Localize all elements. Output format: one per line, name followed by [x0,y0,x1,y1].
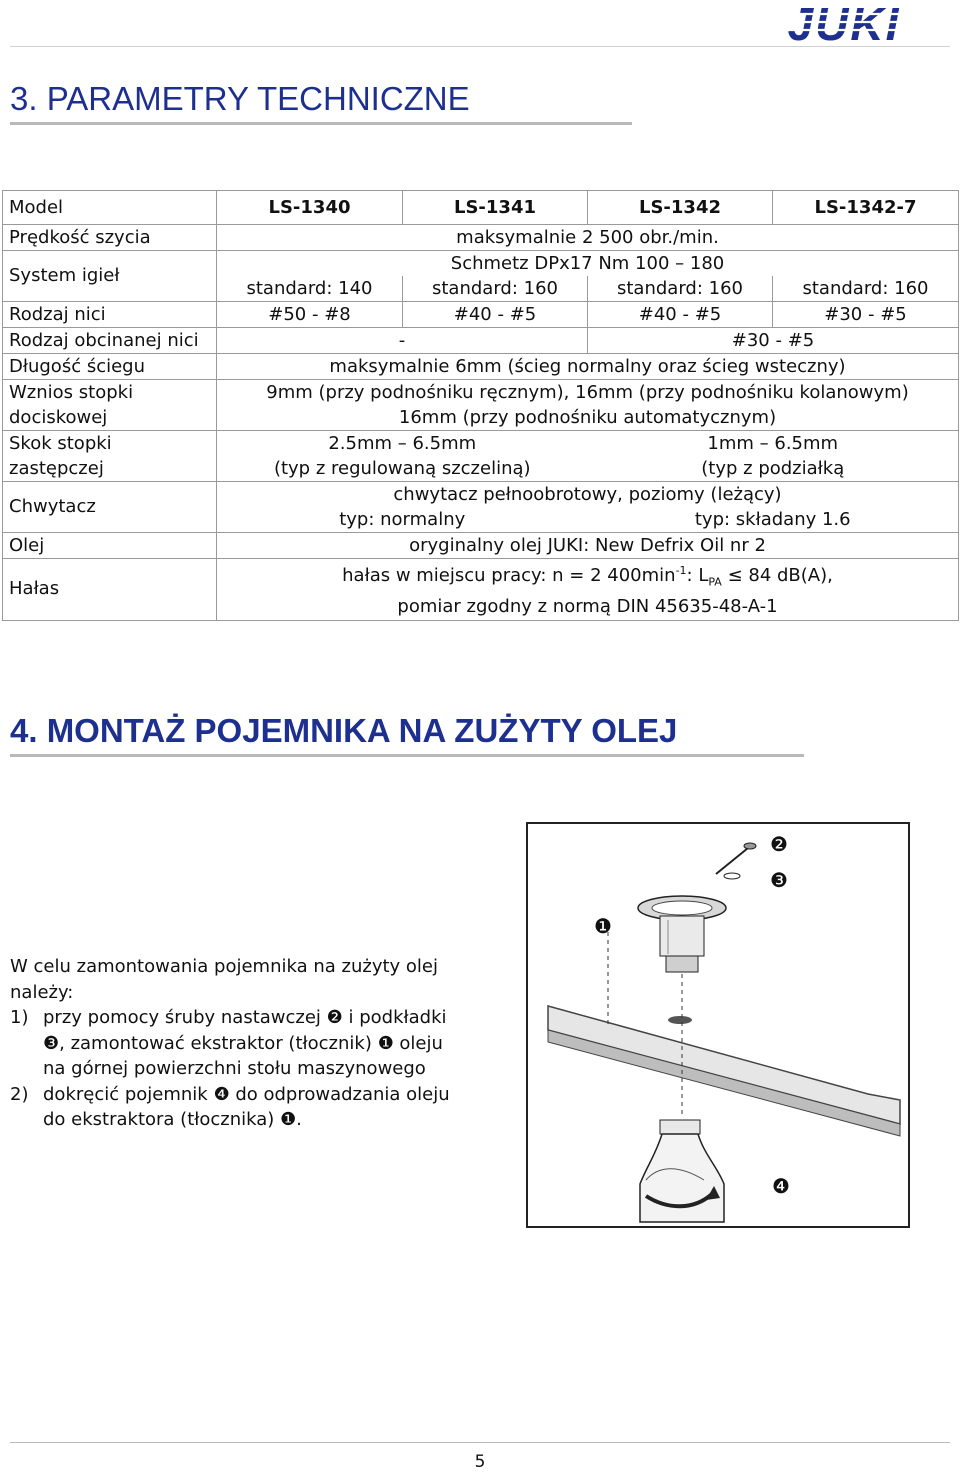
table-row [3,328,959,354]
stitch-length-label: Długość ściegu [3,354,217,380]
alt-foot-value-b: 1mm – 6.5mm [588,431,959,457]
table-row [3,225,959,251]
model-label: Model [3,191,217,225]
callout-2-icon: ❷ [770,832,788,856]
hook-type-b: typ: składany 1.6 [588,507,959,533]
step-number: 2) [10,1083,29,1105]
hook-label: Chwytacz [3,482,217,533]
list-item [10,1082,470,1133]
instructions [10,954,470,1133]
hook-value: chwytacz pełnoobrotowy, poziomy (leżący) [217,482,959,508]
alt-foot-value-a: 2.5mm – 6.5mm [217,431,588,457]
oil-value: oryginalny olej JUKI: New Defrix Oil nr 2 [217,533,959,559]
speed-label: Prędkość szycia [3,225,217,251]
section4-underline [10,754,804,757]
section4-title: 4. MONTAŻ POJEMNIKA NA ZUŻYTY OLEJ [10,712,678,749]
table-row [3,354,959,380]
assembly-drawing [528,824,908,1226]
footer-divider [10,1442,950,1443]
speed-value: maksymalnie 2 500 obr./min. [217,225,959,251]
alt-foot-value-b: (typ z podziałką [588,456,959,482]
thread-value: #40 - #5 [403,302,588,328]
cut-thread-value: - [217,328,588,354]
needle-standard: standard: 160 [588,276,773,302]
callout-4-icon: ❹ [772,1174,790,1198]
needle-value: Schmetz DPx17 Nm 100 – 180 [217,251,959,277]
table-row [3,482,959,508]
model-ls1340: LS-1340 [217,191,403,225]
page-number: 5 [474,1452,486,1472]
foot-lift-value: 16mm (przy podnośniku automatycznym) [217,405,959,431]
instructions-intro: W celu zamontowania pojemnika na zużyty olej należy: [10,956,438,1003]
model-ls1342: LS-1342 [588,191,773,225]
alt-foot-label: Skok stopki [3,431,217,457]
table-row [3,456,959,482]
table-row [3,380,959,406]
stitch-length-value: maksymalnie 6mm (ścieg normalny oraz ścieg wsteczny) [217,354,959,380]
spec-table [2,190,959,621]
model-ls1341: LS-1341 [403,191,588,225]
oil-pot-illustration [526,822,910,1228]
thread-value: #40 - #5 [588,302,773,328]
step-number: 1) [10,1007,29,1028]
juki-logo [738,2,950,46]
step-text: przy pomocy śruby nastawczej ❷ i podkładki ❸, zamontować ekstraktor (tłocznik) ❶ oleju na górnej powierzchni stołu maszynowego [43,1007,447,1079]
table-row [3,559,959,595]
alt-foot-label: zastępczej [3,456,217,482]
callout-3-icon: ❸ [770,868,788,892]
noise-value: pomiar zgodny z normą DIN 45635-48-A-1 [217,595,959,621]
section3-title: 3. PARAMETRY TECHNICZNE [10,80,470,117]
alt-foot-value-a: (typ z regulowaną szczeliną) [217,456,588,482]
cut-thread-value: #30 - #5 [588,328,959,354]
noise-value: hałas w miejscu pracy: n = 2 $400\min^{-1}$: $L_{PA} \le 84$ dB(A), [217,559,959,595]
header-divider [10,46,950,47]
needle-standard: standard: 160 [403,276,588,302]
table-row [3,251,959,277]
table-row [3,302,959,328]
foot-lift-label: dociskowej [3,405,217,431]
needle-label: System igieł [3,251,217,302]
thread-label: Rodzaj nici [3,302,217,328]
needle-standard: standard: 140 [217,276,403,302]
oil-label: Olej [3,533,217,559]
callout-1-icon: ❶ [594,914,612,938]
logo-text: JUKI [787,2,901,46]
table-row [3,431,959,457]
section3-underline [10,122,632,125]
foot-lift-label: Wznios stopki [3,380,217,406]
table-row [3,533,959,559]
hook-type-a: typ: normalny [217,507,588,533]
table-row [3,405,959,431]
needle-standard: standard: 160 [773,276,959,302]
thread-value: #50 - #8 [217,302,403,328]
model-ls1342-7: LS-1342-7 [773,191,959,225]
foot-lift-value: 9mm (przy podnośniku ręcznym), 16mm (przy podnośniku kolanowym) [217,380,959,406]
table-row [3,191,959,225]
thread-value: #30 - #5 [773,302,959,328]
list-item [10,1005,470,1082]
step-text: dokręcić pojemnik ❹ do odprowadzania oleju do ekstraktora (tłocznika) ❶. [43,1083,450,1130]
noise-label: Hałas [3,559,217,621]
cut-thread-label: Rodzaj obcinanej nici [3,328,217,354]
